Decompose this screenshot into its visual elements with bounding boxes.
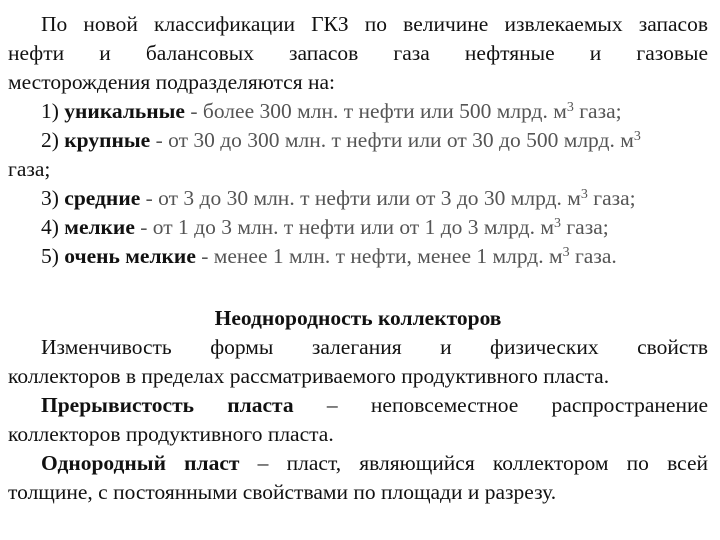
category-name: крупные: [64, 128, 151, 152]
document-page: [8, 10, 708, 507]
category-item-2: [8, 126, 708, 155]
category-item-5: [8, 242, 708, 271]
unit-superscript: 3: [566, 100, 574, 115]
category-desc: - от 1 до 3 млн. т нефти или от 1 до 3 млрд. м: [134, 215, 554, 239]
category-number: 4): [41, 215, 59, 239]
section-heading: Неоднородность коллекторов: [214, 306, 502, 330]
category-name: очень мелкие: [64, 244, 196, 268]
definition-text: – пласт, являющийся коллектором по всей: [239, 451, 708, 475]
category-tail: газа;: [560, 215, 609, 239]
category-name: мелкие: [64, 215, 135, 239]
category-desc: - от 3 до 30 млн. т нефти или от 3 до 30 млрд. м: [140, 186, 581, 210]
category-tail: газа.: [569, 244, 617, 268]
category-tail: газа;: [587, 186, 636, 210]
category-desc: - более 300 млн. т нефти или 500 млрд. м: [184, 99, 567, 123]
paragraph-2-line-2: коллекторов продуктивного пласта.: [8, 422, 334, 446]
category-name: средние: [64, 186, 141, 210]
unit-superscript: 3: [562, 245, 570, 260]
category-number: 3): [41, 186, 59, 210]
intro-line-2: нефти и балансовых запасов газа нефтяные и газовые: [8, 41, 708, 65]
category-desc: - менее 1 млн. т нефти, менее 1 млрд. м: [195, 244, 563, 268]
paragraph-2-line-1: [8, 391, 708, 420]
unit-superscript: 3: [553, 216, 561, 231]
category-item-2-wrap: газа;: [8, 157, 51, 181]
paragraph-3-line-2: толщине, с постоянными свойствами по площади и разрезу.: [8, 480, 557, 504]
paragraph-1-line-2: коллекторов в пределах рассматриваемого продуктивного пласта.: [8, 364, 610, 388]
unit-superscript: 3: [633, 129, 641, 144]
category-item-3: [8, 184, 708, 213]
paragraph-3-line-1: [8, 449, 708, 478]
category-name: уникальные: [64, 99, 185, 123]
category-tail: газа;: [573, 99, 622, 123]
category-number: 5): [41, 244, 59, 268]
term-homogeneous: Однородный пласт: [41, 451, 240, 475]
category-item-4: [8, 213, 708, 242]
paragraph-1-line-1: Изменчивость формы залегания и физических свойств: [41, 335, 708, 359]
category-desc: - от 30 до 300 млн. т нефти или от 30 до 500 млрд. м: [150, 128, 634, 152]
category-number: 1): [41, 99, 59, 123]
intro-line-3: месторождения подразделяются на:: [8, 70, 336, 94]
category-item-1: [8, 97, 708, 126]
intro-line-1: По новой классификации ГКЗ по величине извлекаемых запасов: [41, 12, 708, 36]
unit-superscript: 3: [580, 187, 588, 202]
definition-text: – неповсеместное распространение: [293, 393, 709, 417]
category-number: 2): [41, 128, 59, 152]
term-discontinuity: Прерывистость пласта: [41, 393, 294, 417]
section-spacer: [8, 271, 708, 304]
